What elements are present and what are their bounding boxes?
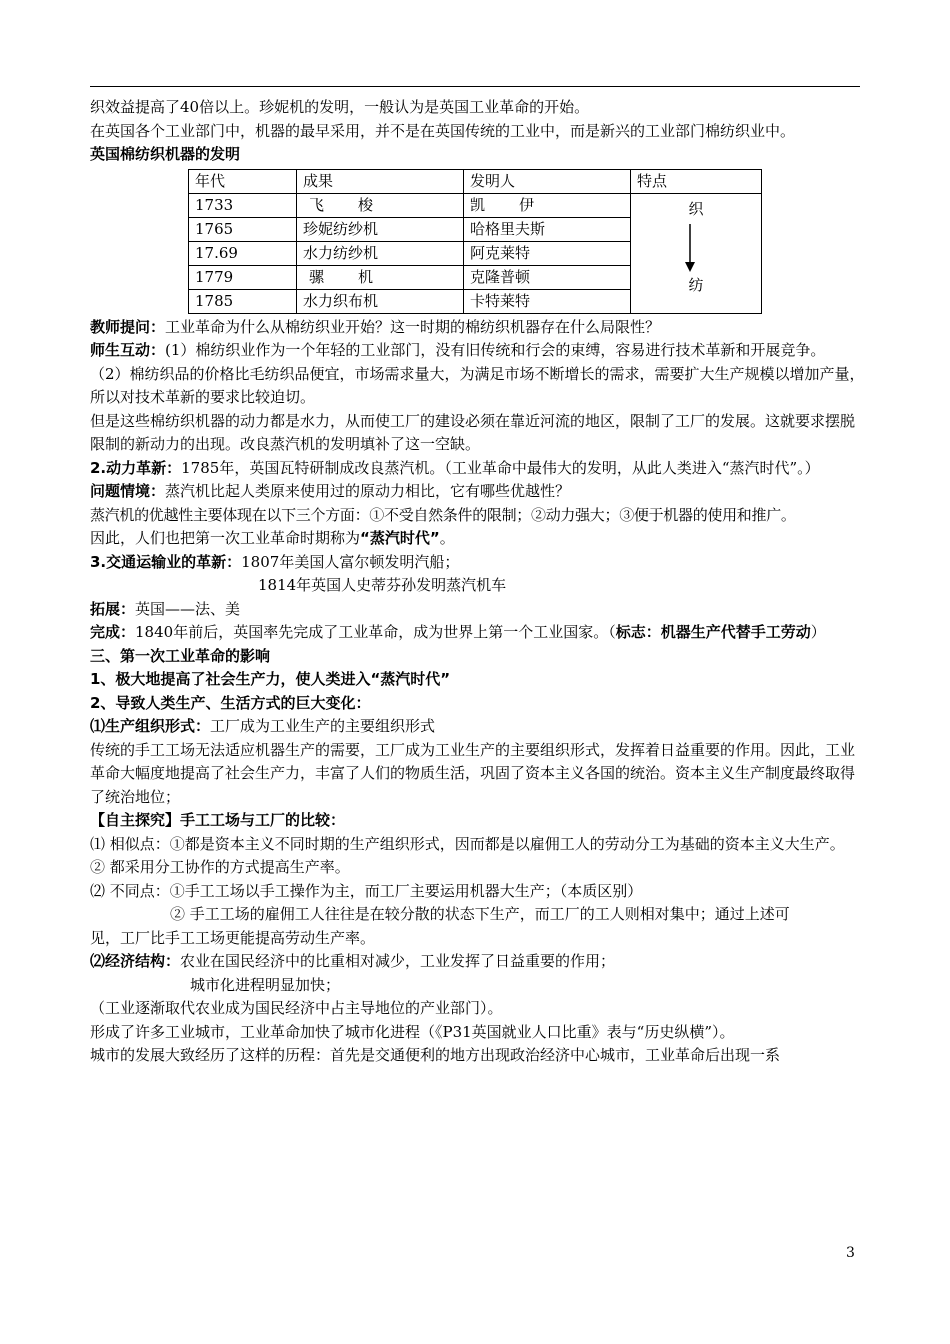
section-title: 三、第一次工业革命的影响 <box>90 646 271 665</box>
feature-top: 织 <box>688 199 704 218</box>
paragraph <box>90 950 865 974</box>
cell-year: 1785 <box>189 289 297 313</box>
paragraph: 城市的发展大致经历了这样的历程：首先是交通便利的地方出现政治经济中心城市，工业革命后出现一系 <box>90 1046 781 1064</box>
paragraph-text: 但是这些棉纺织机器的动力都是水力，从而使工厂的建设必须在靠近河流的地区，限制了工厂的发展。这就要求摆脱限制的新动力的出现。改良蒸汽机的发明填补了这一空缺。 <box>90 411 856 453</box>
cell-achievement: 珍妮纺纱机 <box>297 217 464 241</box>
paragraph-text: 蒸汽机的优越性主要体现在以下三个方面：①不受自然条件的限制；②动力强大；③便于机器的使用和推广。 <box>90 505 796 524</box>
text-line: 在英国各个工业部门中，机器的最早采用，并不是在英国传统的工业中，而是新兴的工业部门棉纺织业中。 <box>90 121 796 140</box>
paragraph: 见，工厂比手工工场更能提高劳动生产率。 <box>90 928 376 947</box>
paragraph-text: 。 <box>439 529 455 547</box>
paragraph-label: 2.动力革新： <box>90 458 182 477</box>
paragraph-text: 农业在国民经济中的比重相对减少，工业发挥了日益重要的作用； <box>180 952 616 970</box>
table-title: 英国棉纺织机器的发明 <box>90 145 241 163</box>
paragraph <box>90 527 865 551</box>
paragraph-text: 1785年，英国瓦特研制成改良蒸汽机。（工业革命中最伟大的发明，从此人类进入“蒸汽时代”。） <box>181 458 820 477</box>
spaced-text: 飞梭 <box>309 195 408 214</box>
paragraph: （工业逐渐取代农业成为国民经济中占主导地位的产业部门）。 <box>90 999 503 1017</box>
feature-bottom: 纺 <box>688 275 704 294</box>
transport-line-2: 1814年英国人史蒂芬孙发明蒸汽机车 <box>258 576 507 594</box>
paragraph: 传统的手工工场无法适应机器生产的需要，工厂成为工业生产的主要组织形式，发挥着日益重要的作用。因此，工业革命大幅度地提高了社会生产力，丰富了人们的物质生活，巩固了资本主义各国的统治。资本主义生产制度最终取得了统治地位； <box>90 740 856 806</box>
paragraph-text: (1）棉纺织业作为一个年轻的工业部门，没有旧传统和行会的束缚，容易进行技术革新和开展竞争。 <box>165 341 826 359</box>
cell-inventor: 卡特莱特 <box>464 289 631 313</box>
page-number: 3 <box>846 1245 855 1261</box>
cell-inventor: 哈格里夫斯 <box>464 217 631 241</box>
header-rule <box>90 86 860 87</box>
paragraph-text: 工厂成为工业生产的主要组织形式 <box>210 717 436 735</box>
paragraph-text: ） <box>810 623 826 641</box>
paragraph-label: 拓展： <box>90 599 136 618</box>
cell-achievement <box>297 265 464 289</box>
down-arrow-icon <box>684 224 696 272</box>
table-header-row <box>189 169 762 193</box>
header-achievement: 成果 <box>297 169 464 193</box>
paragraph <box>90 480 865 504</box>
paragraph-label: 3.交通运输业的革新： <box>90 552 242 571</box>
paragraph-text: 1807年美国人富尔顿发明汽船； <box>241 552 460 571</box>
paragraph <box>90 339 865 363</box>
paragraph-text: 因此，人们也把第一次工业革命时期称为 <box>90 529 361 547</box>
section-point: 1、极大地提高了社会生产力，使人类进入“蒸汽时代” <box>90 670 451 688</box>
cell-inventor: 克隆普顿 <box>464 265 631 289</box>
cell-year: 1765 <box>189 217 297 241</box>
paragraph <box>90 410 865 457</box>
steam-era-bold: “蒸汽时代” <box>360 529 440 547</box>
header-year: 年代 <box>189 169 297 193</box>
table-row <box>189 193 762 217</box>
paragraph <box>90 504 865 528</box>
cell-achievement: 水力织布机 <box>297 289 464 313</box>
paragraph: ⑵ 不同点：①手工工场以手工操作为主，而工厂主要运用机器大生产；（本质区别） <box>90 881 643 900</box>
explore-title: 【自主探究】手工工场与工厂的比较： <box>90 811 346 829</box>
inventions-table <box>188 169 762 314</box>
section-point: 2、导致人类生产、生活方式的巨大变化： <box>90 693 371 712</box>
spaced-text: 凯伊 <box>470 195 569 214</box>
spaced-text: 骡机 <box>309 267 408 286</box>
feature-cell <box>631 193 762 313</box>
cell-year: 1779 <box>189 265 297 289</box>
cell-achievement <box>297 193 464 217</box>
paragraph-label: 教师提问： <box>90 317 166 336</box>
marker-bold: 标志：机器生产代替手工劳动 <box>615 623 811 641</box>
paragraph <box>90 457 865 481</box>
page-content <box>90 96 865 1068</box>
paragraph <box>90 598 865 622</box>
cell-achievement: 水力纺纱机 <box>297 241 464 265</box>
paragraph-text: 蒸汽机比起人类原来使用过的原动力相比，它有哪些优越性？ <box>165 482 571 500</box>
paragraph-label: 完成： <box>90 623 136 641</box>
paragraph-text: 1840年前后，英国率先完成了工业革命，成为世界上第一个工业国家。（ <box>135 623 616 641</box>
paragraph <box>90 621 865 645</box>
paragraph: ② 都采用分工协作的方式提高生产率。 <box>90 858 350 876</box>
cell-inventor: 阿克莱特 <box>464 241 631 265</box>
cell-year: 1733 <box>189 193 297 217</box>
paragraph: ② 手工工场的雇佣工人往往是在较分散的状态下生产，而工厂的工人则相对集中；通过上述可 <box>170 905 790 923</box>
header-inventor: 发明人 <box>464 169 631 193</box>
paragraph <box>90 715 865 739</box>
cell-year: 17.69 <box>189 241 297 265</box>
header-feature: 特点 <box>631 169 762 193</box>
paragraph-label: 问题情境： <box>90 482 166 500</box>
paragraph: ⑴ 相似点：①都是资本主义不同时期的生产组织形式，因而都是以雇佣工人的劳动分工为基础的资本主义大生产。 <box>90 834 845 853</box>
transport-line <box>90 551 865 575</box>
paragraph <box>90 316 865 340</box>
paragraph-label: ⑴生产组织形式： <box>90 717 211 735</box>
cell-inventor <box>464 193 631 217</box>
text-line: 织效益提高了40倍以上。珍妮机的发明，一般认为是英国工业革命的开始。 <box>90 98 590 116</box>
paragraph <box>90 363 865 410</box>
paragraph-text: 工业革命为什么从棉纺织业开始？这一时期的棉纺织机器存在什么局限性？ <box>165 317 661 336</box>
paragraph: 形成了许多工业城市，工业革命加快了城市化进程（《P31英国就业人口比重》表与“历史纵横”）。 <box>90 1022 735 1041</box>
paragraph-text: （2）棉纺织品的价格比毛纺织品便宜，市场需求量大，为满足市场不断增长的需求，需要扩大生产规模以增加产量，所以对技术革新的要求比较迫切。 <box>90 364 865 406</box>
paragraph: 城市化进程明显加快； <box>190 975 341 994</box>
paragraph-text: 英国——法、美 <box>135 599 241 618</box>
paragraph-label: 师生互动： <box>90 341 166 359</box>
paragraph-label: ⑵经济结构： <box>90 952 181 970</box>
